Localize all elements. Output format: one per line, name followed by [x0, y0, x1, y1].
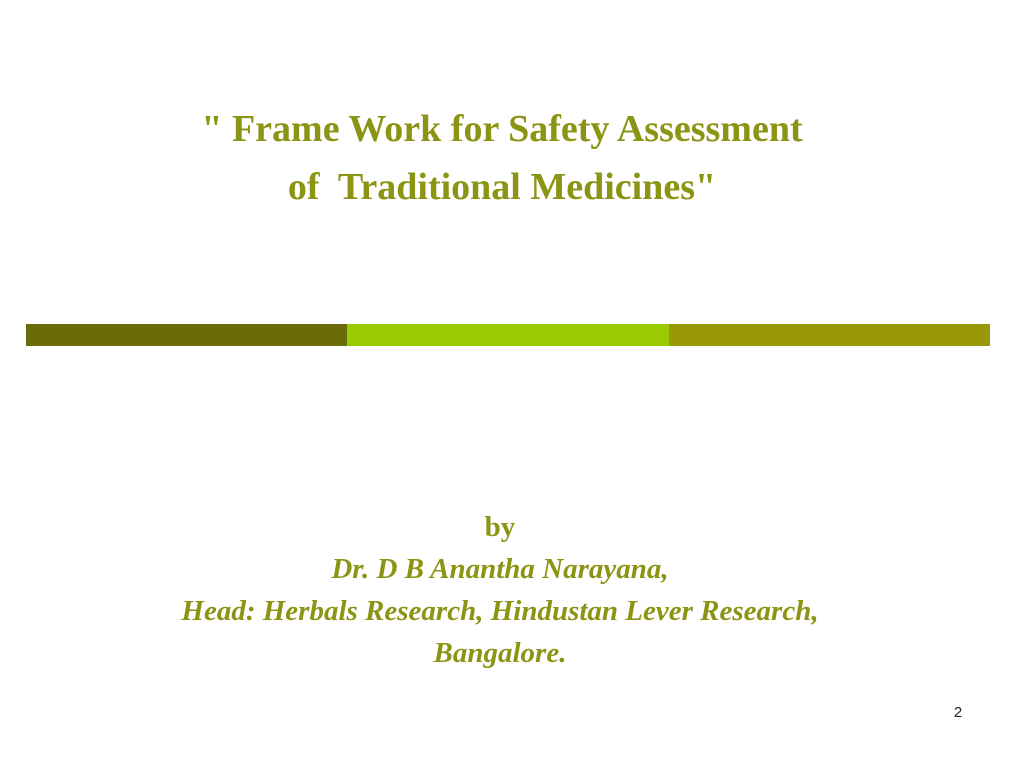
title-line-1: " Frame Work for Safety Assessment: [201, 108, 803, 150]
page-number: 2: [953, 704, 963, 721]
divider-segment-dark: [26, 324, 347, 346]
byline: [0, 506, 1000, 674]
title-line-2: of Traditional Medicines": [287, 166, 717, 208]
author-location: Bangalore.: [433, 637, 567, 669]
divider-segment-olive: [669, 324, 990, 346]
decorative-divider-bar: [26, 324, 990, 346]
divider-segment-bright: [347, 324, 668, 346]
slide-title: [0, 100, 1004, 216]
author-affiliation: Head: Herbals Research, Hindustan Lever Research,: [181, 595, 819, 627]
author-name: Dr. D B Anantha Narayana,: [331, 553, 669, 585]
byline-by: by: [484, 511, 516, 543]
